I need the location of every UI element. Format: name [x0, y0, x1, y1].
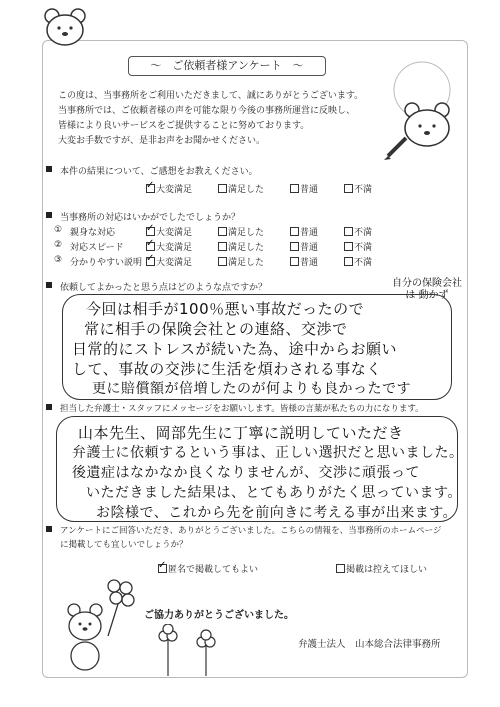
- checkbox-checked-icon: [146, 184, 155, 193]
- checkbox-icon: [344, 242, 353, 251]
- row-label: 親身な対応: [70, 228, 116, 238]
- option-label: 満足した: [228, 258, 265, 268]
- checkbox-icon: [218, 227, 227, 236]
- question-bullet: [46, 404, 52, 410]
- do-not-publish-checkbox[interactable]: [336, 562, 427, 575]
- q1-option-satisfied[interactable]: [218, 182, 264, 195]
- q2-row3-dissatisfied[interactable]: [344, 255, 372, 268]
- bear-head-icon: [40, 6, 90, 48]
- handwritten-answer-line: 弁護士に依頼するという事は、正しい選択だと思いました。: [72, 445, 464, 461]
- intro-line: 当事務所では、ご依頼者様の声を可能な限り今後の事務所運営に反映し、: [58, 106, 356, 116]
- question-bullet: [46, 212, 52, 218]
- checkbox-icon: [218, 184, 227, 193]
- option-label: 不満: [354, 243, 373, 253]
- option-label: 大変満足: [156, 243, 193, 253]
- q2-row1-dissatisfied[interactable]: [344, 225, 372, 238]
- question-bullet: [46, 166, 52, 172]
- checkbox-checked-icon: [146, 257, 155, 266]
- row-number: ②: [54, 240, 63, 250]
- firm-name: 弁護士法人 山本総合法律事務所: [298, 639, 441, 650]
- row-number: ①: [54, 225, 63, 235]
- bear-with-pencil-icon: [372, 60, 472, 170]
- q2-row1-normal[interactable]: [290, 225, 318, 238]
- option-label: 満足した: [228, 243, 265, 253]
- checkbox-icon: [290, 184, 299, 193]
- checkbox-icon: [290, 242, 299, 251]
- checkbox-icon: [290, 257, 299, 266]
- checkbox-checked-icon: [158, 564, 167, 573]
- handwritten-answer-line: 山本先生、岡部先生に丁寧に説明していただき: [78, 424, 404, 442]
- question-2-text: 当事務所の対応はいかがでしたでしょうか？: [60, 213, 241, 223]
- q2-row3-satisfied[interactable]: [218, 255, 264, 268]
- checkbox-icon: [344, 227, 353, 236]
- q2-row3-very-satisfied[interactable]: [146, 255, 192, 268]
- handwritten-answer-line: お陰様で、これから先を前向きに考える事が出来ます。: [96, 505, 458, 521]
- row-label: 分かりやすい説明: [70, 258, 143, 268]
- q2-row2-very-satisfied[interactable]: [146, 240, 192, 253]
- question-4-text: 担当した弁護士・スタッフにメッセージをお願いします。皆様の言葉が私たちの力になります。: [60, 404, 424, 414]
- intro-line: 大変お手数ですが、是非お声をお聞かせください。: [58, 136, 266, 146]
- option-label: 不満: [354, 228, 373, 238]
- handwritten-side-note: 自分の保険会社は 動かず: [392, 278, 462, 301]
- handwritten-answer-line: 後遺症はなかなか良くなりませんが、交渉に頑張って: [72, 465, 420, 481]
- q1-option-dissatisfied[interactable]: [344, 182, 372, 195]
- q2-row2-satisfied[interactable]: [218, 240, 264, 253]
- q2-row1-satisfied[interactable]: [218, 225, 264, 238]
- question-3-text: 依頼してよかったと思う点はどのような点ですか？: [60, 283, 268, 293]
- thanks-message: ご協力ありがとうございました。: [144, 610, 294, 621]
- q2-row2-normal[interactable]: [290, 240, 318, 253]
- q2-row3-normal[interactable]: [290, 255, 318, 268]
- option-label: 普通: [300, 258, 319, 268]
- checkbox-icon: [290, 227, 299, 236]
- checkbox-checked-icon: [146, 242, 155, 251]
- option-label: 大変満足: [156, 258, 193, 268]
- handwritten-answer-line: 更に賠償額が倍増したのが何よりも良かったです: [92, 381, 411, 397]
- option-label: 満足した: [228, 228, 265, 238]
- q1-option-normal[interactable]: [290, 182, 318, 195]
- q2-row2-dissatisfied[interactable]: [344, 240, 372, 253]
- checkbox-checked-icon: [146, 227, 155, 236]
- option-label: 普通: [300, 185, 319, 195]
- handwritten-answer-line: 日常的にストレスが続いた為、途中からお願い: [72, 340, 398, 358]
- handwritten-answer-line: いただきました結果は、とてもありがたく思っています。: [86, 485, 462, 501]
- question-bullet: [46, 526, 52, 532]
- checkbox-icon: [344, 257, 353, 266]
- checkbox-icon: [218, 242, 227, 251]
- clover-flowers-icon: [150, 624, 230, 678]
- question-bullet: [46, 282, 52, 288]
- handwritten-answer-line: 常に相手の保険会社との連絡、交渉で: [84, 320, 348, 338]
- q1-option-very-satisfied[interactable]: [146, 182, 192, 195]
- handwritten-answer-line: して、事故の交渉に生活を煩わされる事なく: [72, 360, 382, 378]
- option-label: 満足した: [228, 185, 265, 195]
- checkbox-icon: [336, 564, 345, 573]
- intro-line: 皆様により良いサービスをご提供することに努めております。: [58, 121, 310, 131]
- row-number: ③: [54, 255, 63, 265]
- checkbox-icon: [218, 257, 227, 266]
- publish-anonymous-checkbox[interactable]: [158, 562, 258, 575]
- option-label: 不満: [354, 185, 373, 195]
- checkbox-icon: [344, 184, 353, 193]
- intro-line: この度は、当事務所をご利用いただきまして、誠にありがとうございます。: [58, 91, 364, 101]
- bear-with-clover-icon: [60, 574, 140, 678]
- handwritten-answer-line: 今回は相手が100％悪い事故だったので: [86, 300, 365, 318]
- option-label: 普通: [300, 228, 319, 238]
- question-1-text: 本件の結果について、ご感想をお教えください。: [60, 167, 258, 177]
- survey-title: ～ ご依頼者様アンケート ～: [128, 56, 326, 76]
- option-label: 不満: [354, 258, 373, 268]
- option-label: 大変満足: [156, 185, 193, 195]
- row-label: 対応スピード: [70, 243, 124, 253]
- q2-row1-very-satisfied[interactable]: [146, 225, 192, 238]
- option-label: 大変満足: [156, 228, 193, 238]
- option-label: 掲載は控えてほしい: [346, 565, 428, 575]
- question-5-text: アンケートにご回答いただき、ありがとうございました。こちらの情報を、当事務所のホームページ: [60, 526, 442, 536]
- option-label: 匿名で掲載してもよい: [168, 565, 259, 575]
- option-label: 普通: [300, 243, 319, 253]
- question-5-text-cont: に掲載しても宜しいでしょうか？: [60, 540, 188, 550]
